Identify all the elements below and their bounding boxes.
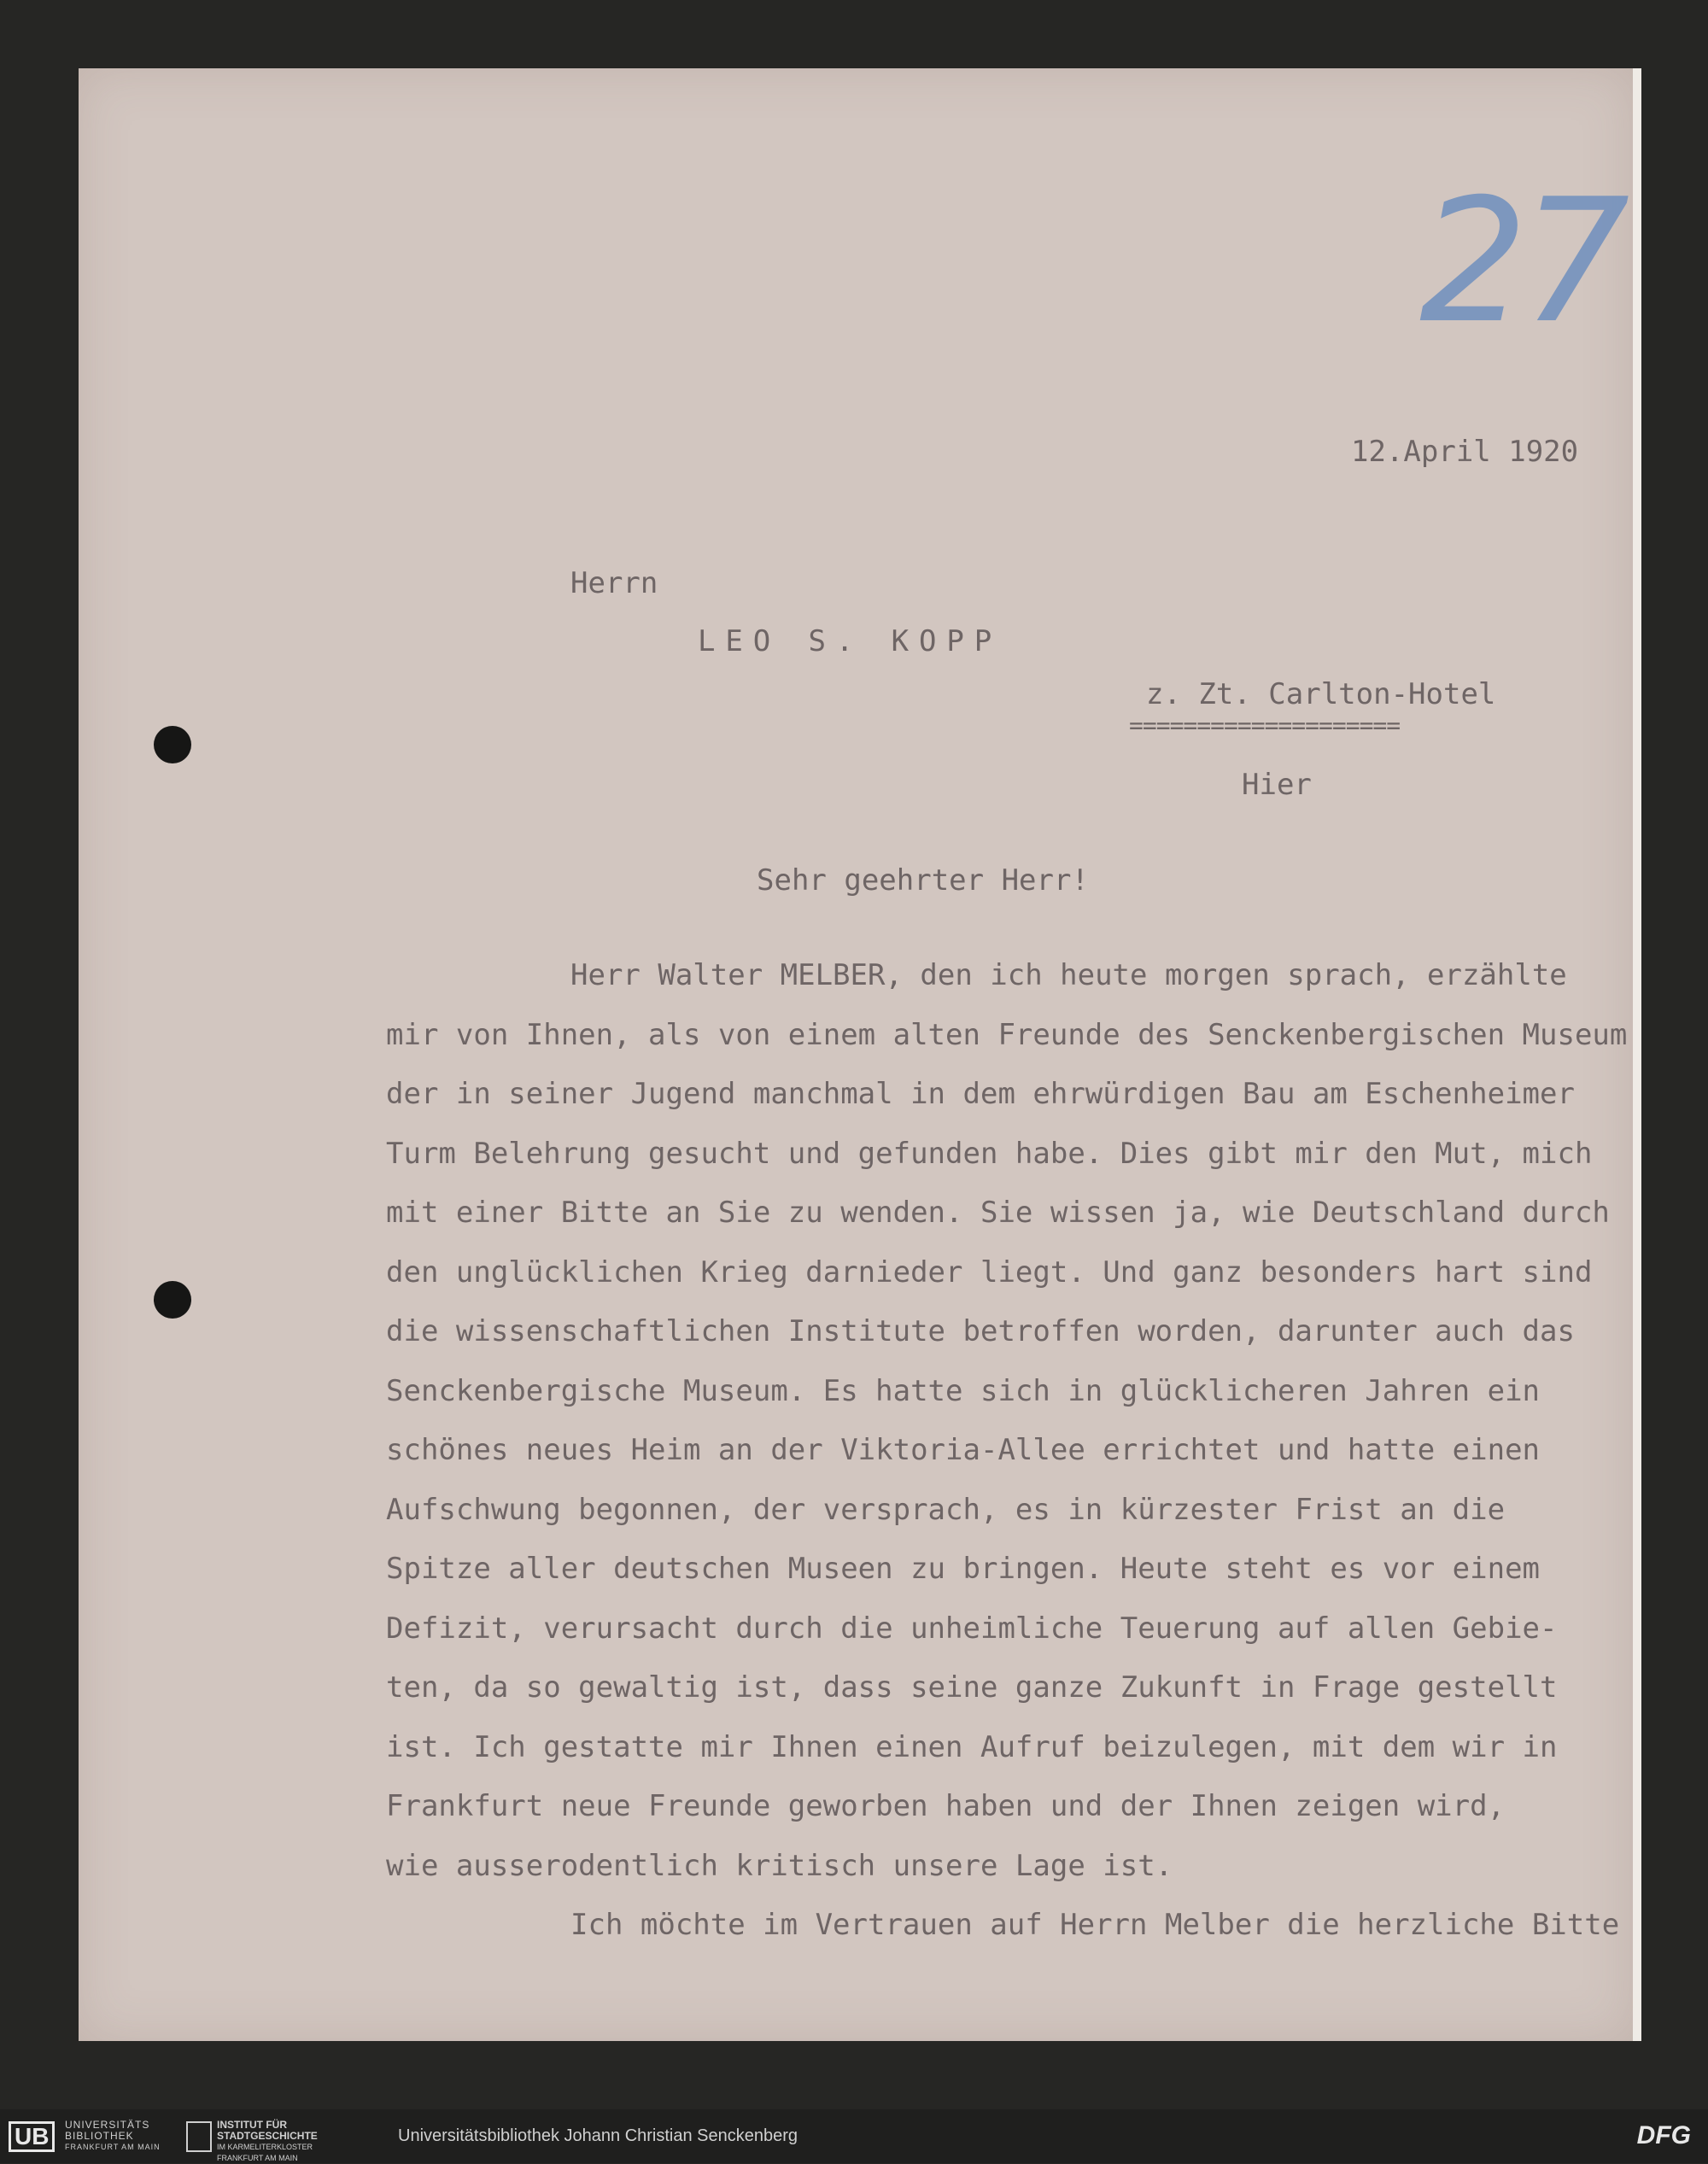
ub-wordmark xyxy=(65,2120,161,2153)
body-line: Turm Belehrung gesucht und gefunden habe. Dies gibt mir den Mut, mich xyxy=(386,1136,1593,1171)
recipient-hotel: z. Zt. Carlton-Hotel xyxy=(1146,677,1496,711)
body-line: Defizit, verursacht durch die unheimliche Teuerung auf allen Gebie- xyxy=(386,1611,1558,1646)
body-line: Aufschwung begonnen, der versprach, es in kürzester Frist an die xyxy=(386,1492,1506,1527)
ub-logo: UB xyxy=(9,2121,55,2152)
body-line: ist. Ich gestatte mir Ihnen einen Aufruf beizulegen, mit dem wir in xyxy=(386,1729,1558,1764)
address-salutation: Herrn xyxy=(570,566,658,600)
dfg-logo: DFG xyxy=(1636,2121,1691,2149)
punch-hole-top xyxy=(154,726,191,763)
institute-wordmark-line: FRANKFURT AM MAIN xyxy=(217,2154,298,2162)
institute-logo-icon xyxy=(186,2121,212,2152)
punch-hole-bottom xyxy=(154,1281,191,1319)
library-name: Universitätsbibliothek Johann Christian Senckenberg xyxy=(398,2126,798,2145)
body-line: Herr Walter MELBER, den ich heute morgen sprach, erzählte xyxy=(570,958,1567,992)
institute-wordmark-line: STADTGESCHICHTE xyxy=(217,2130,318,2142)
letter-date: 12.April 1920 xyxy=(1351,435,1579,469)
ub-wordmark-line: BIBLIOTHEK xyxy=(65,2130,134,2142)
institute-wordmark-line: INSTITUT FÜR xyxy=(217,2119,287,2131)
body-line: mir von Ihnen, als von einem alten Freunde des Senckenbergischen Museum xyxy=(386,1017,1628,1052)
letter-page xyxy=(79,68,1641,2041)
institute-wordmark-line: IM KARMELITERKLOSTER xyxy=(217,2143,313,2151)
archive-footer xyxy=(0,2109,1708,2163)
closing-line: Ich möchte im Vertrauen auf Herrn Melber die herzliche Bitte xyxy=(570,1908,1620,1942)
body-line: schönes neues Heim an der Viktoria-Allee errichtet und hatte einen xyxy=(386,1433,1541,1467)
ub-wordmark-line: FRANKFURT AM MAIN xyxy=(65,2143,161,2151)
body-line: der in seiner Jugend manchmal in dem ehrwürdigen Bau am Eschenheimer xyxy=(386,1077,1575,1111)
body-line: Senckenbergische Museum. Es hatte sich in glücklicheren Jahren ein xyxy=(386,1373,1541,1408)
body-line: Frankfurt neue Freunde geworben haben und der Ihnen zeigen wird, xyxy=(386,1789,1506,1823)
letter-body xyxy=(386,946,1701,1956)
recipient-name: LEO S. KOPP xyxy=(698,624,1003,658)
ub-wordmark-line: UNIVERSITÄTS xyxy=(65,2119,150,2131)
greeting: Sehr geehrter Herr! xyxy=(757,863,1089,898)
hotel-underline: ==================== xyxy=(1129,711,1401,740)
folio-number: 27 xyxy=(1419,162,1623,361)
body-line: die wissenschaftlichen Institute betroffen worden, darunter auch das xyxy=(386,1314,1575,1348)
body-line: den unglücklichen Krieg darnieder liegt. Und ganz besonders hart sind xyxy=(386,1255,1593,1290)
body-line: Spitze aller deutschen Museen zu bringen. Heute steht es vor einem xyxy=(386,1552,1541,1586)
body-line: wie ausserodentlich kritisch unsere Lage ist. xyxy=(386,1848,1173,1883)
recipient-city: Hier xyxy=(1242,768,1312,802)
body-line: mit einer Bitte an Sie zu wenden. Sie wissen ja, wie Deutschland durch xyxy=(386,1196,1610,1230)
body-line: ten, da so gewaltig ist, dass seine ganze Zukunft in Frage gestellt xyxy=(386,1670,1558,1705)
institute-wordmark xyxy=(217,2120,318,2164)
